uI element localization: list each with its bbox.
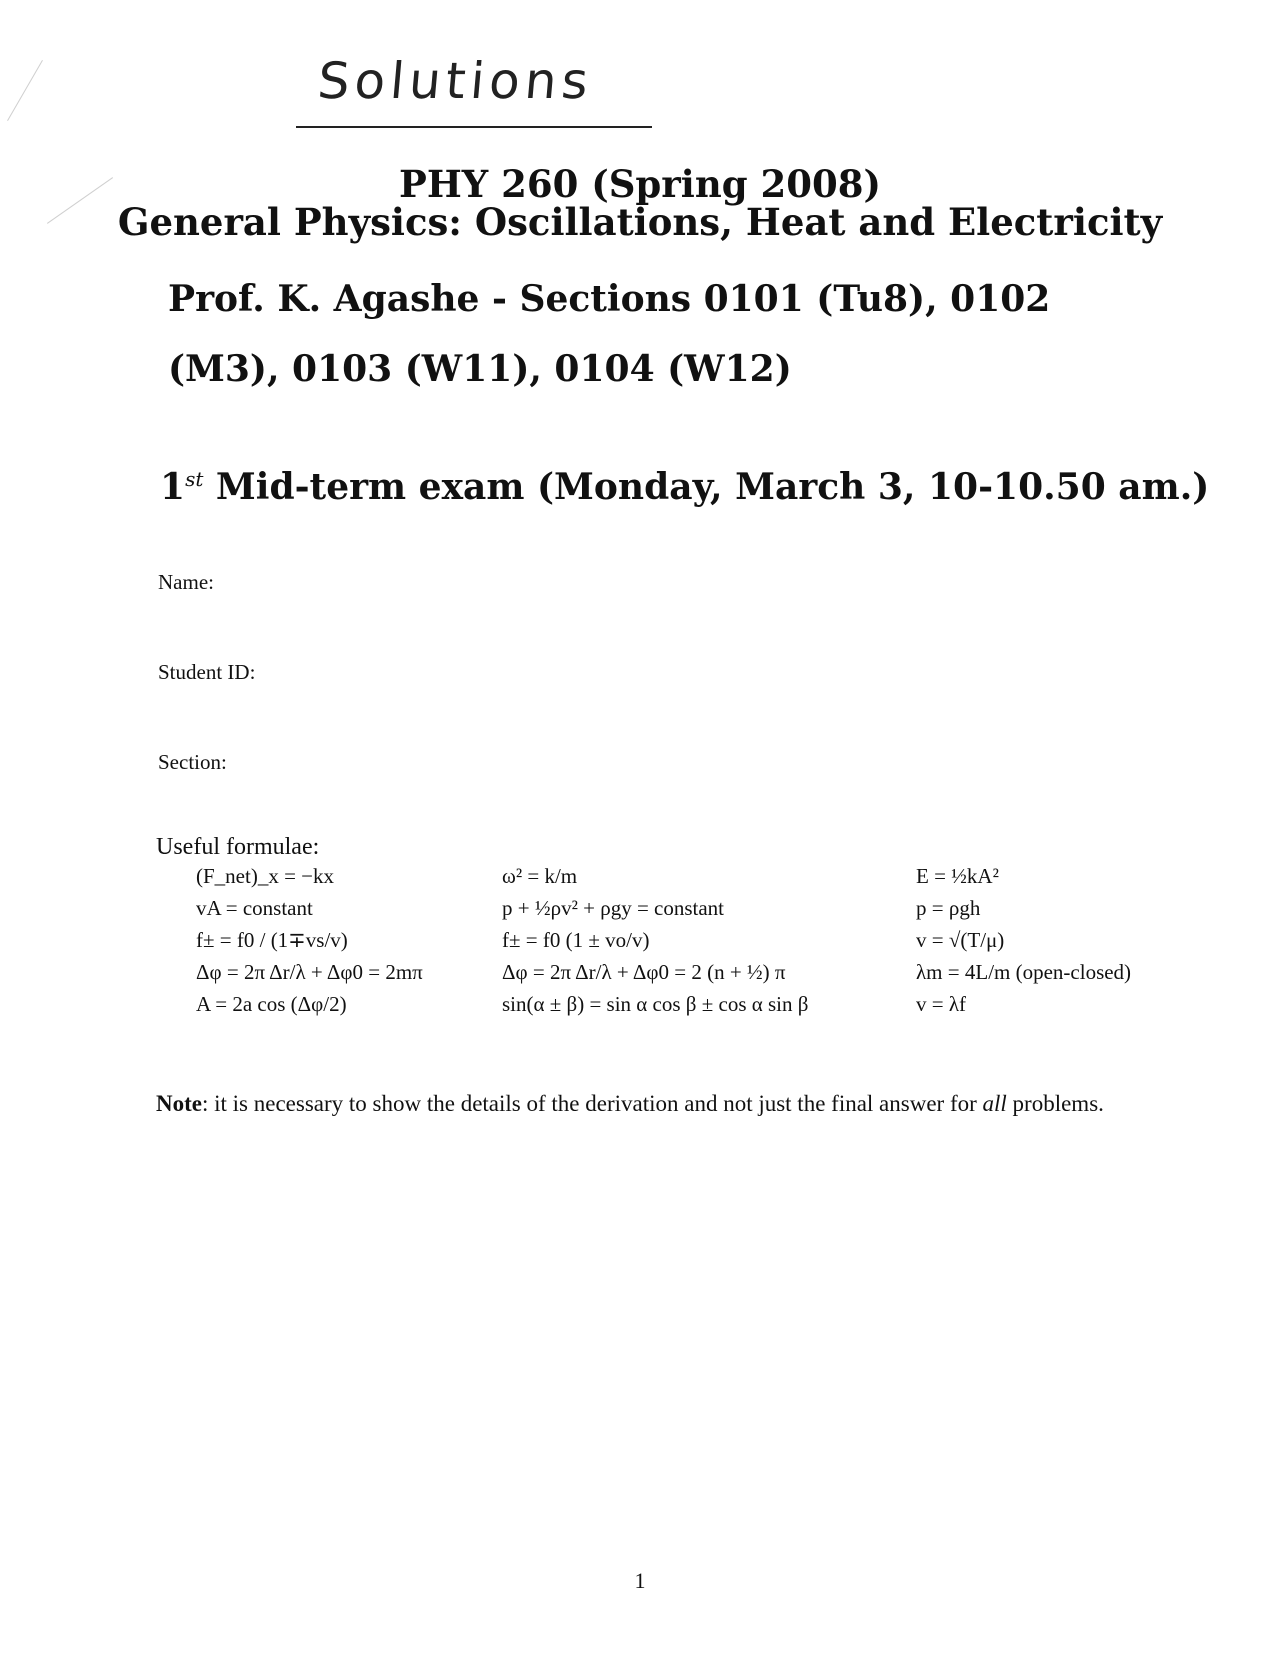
instructor-sections: Prof. K. Agashe - Sections 0101 (Tu8), 0102 (M3), 0103 (W11), 0104 (W12) [168, 278, 1051, 390]
instructions-note [156, 1088, 1146, 1120]
exam-heading [160, 466, 1209, 508]
note-emphasis: all [982, 1091, 1007, 1116]
formula: v = λf [916, 992, 967, 1016]
scan-artifact-line [7, 60, 43, 121]
exam-title: Mid-term exam (Monday, March 3, 10-10.50 am.) [215, 466, 1210, 508]
formulae-heading: Useful formulae: [156, 834, 320, 860]
handwritten-title: Solutions [315, 52, 596, 110]
formula: E = ½kA² [916, 864, 999, 888]
note-label: Note [156, 1091, 202, 1116]
exam-ordinal: 1 [160, 466, 186, 508]
note-text: : it is necessary to show the details of the derivation and not just the final answer for [201, 1091, 983, 1116]
formula: (F_net)_x = −kx [196, 864, 335, 888]
formula: Δφ = 2π Δr/λ + Δφ0 = 2mπ [196, 960, 423, 984]
formula-row [196, 864, 1176, 896]
formula: p = ρgh [916, 896, 981, 920]
formula: λm = 4L/m (open-closed) [916, 960, 1132, 984]
formula: f± = f0 (1 ± vo/v) [502, 928, 650, 952]
formula-row [196, 928, 1176, 960]
section-field-label: Section: [158, 750, 227, 774]
formula: sin(α ± β) = sin α cos β ± cos α sin β [502, 992, 809, 1016]
handwritten-underline [296, 126, 652, 128]
exam-ordinal-suffix: st [185, 467, 204, 491]
course-subtitle: General Physics: Oscillations, Heat and Electricity [117, 200, 1163, 244]
formula: v = √(T/μ) [916, 928, 1005, 952]
formula: Δφ = 2π Δr/λ + Δφ0 = 2 (n + ½) π [502, 960, 786, 984]
name-field-label: Name: [158, 570, 214, 594]
formula: ω² = k/m [502, 864, 578, 888]
formula-table [196, 864, 1176, 1024]
formula-row [196, 896, 1176, 928]
note-text-end: problems. [1006, 1091, 1104, 1116]
page-number: 1 [634, 1568, 646, 1593]
student-id-field-label: Student ID: [158, 660, 256, 684]
formula: p + ½ρv² + ρgy = constant [502, 896, 725, 920]
formula-row [196, 960, 1176, 992]
formula-row [196, 992, 1176, 1024]
formula: f± = f0 / (1∓vs/v) [196, 928, 348, 952]
course-title: PHY 260 (Spring 2008) [399, 162, 881, 206]
formula: vA = constant [196, 896, 313, 920]
formula: A = 2a cos (Δφ/2) [196, 992, 347, 1016]
